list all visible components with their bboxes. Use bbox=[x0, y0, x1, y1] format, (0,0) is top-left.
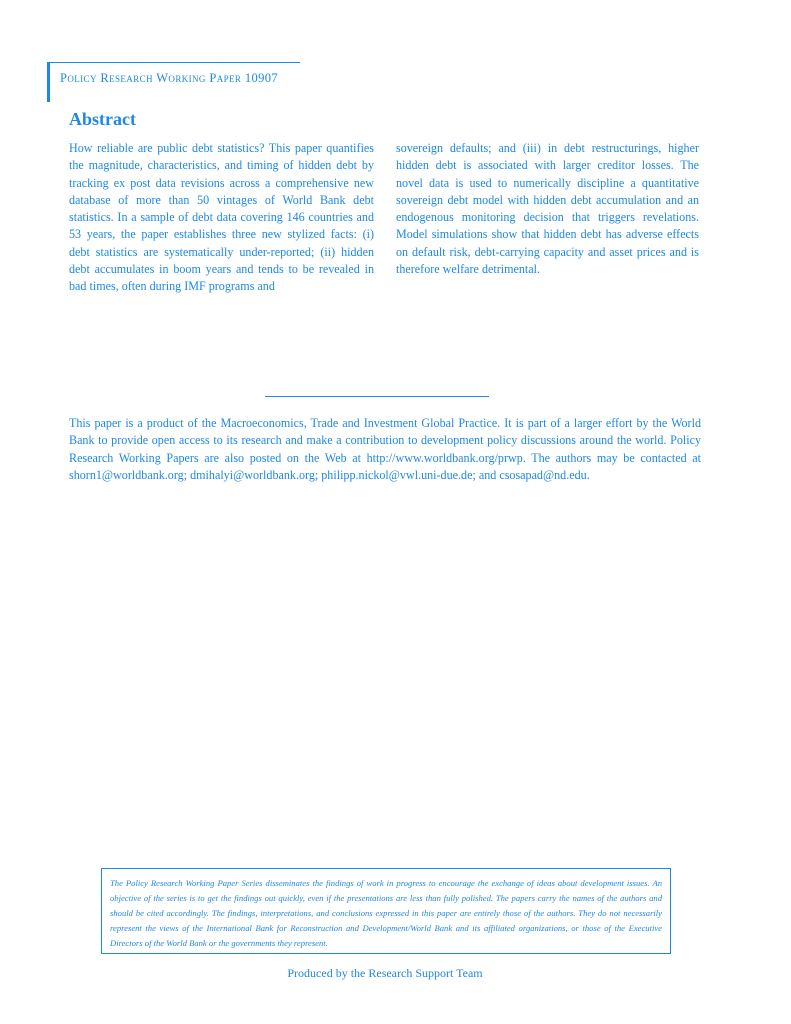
series-title: Policy Research Working Paper 10907 bbox=[60, 71, 279, 85]
abstract-column-left: How reliable are public debt statistics? This paper quantifies the magnitude, characteristics, and timing of hidden debt by tracking ex post data revisions across a comprehensive new database of more than 50 vintages of World Bank debt statistics. In a sample of debt data covering 146 countries and 53 years, the paper establishes three new stylized facts: (i) debt statistics are systematically under-reported; (ii) hidden debt accumulates in boom years and tends to be revealed in bad times, often during IMF programs and bbox=[69, 141, 374, 294]
series-header bbox=[47, 62, 300, 102]
disclaimer-box bbox=[101, 868, 671, 954]
abstract-heading: Abstract bbox=[69, 109, 136, 129]
produced-by-footer: Produced by the Research Support Team bbox=[287, 966, 483, 980]
disclaimer-text: The Policy Research Working Paper Series disseminates the findings of work in progress to encourage the exchange of ideas about development issues. An objective of the series is to get the findings out quickly, even if the presentations are less than fully polished. The papers carry the names of the authors and should be cited accordingly. The findings, interpretations, and conclusions expressed in this paper are entirely those of the authors. They do not necessarily represent the views of the International Bank for Reconstruction and Development/World Bank and its affiliated organizations, or those of the Executive Directors of the World Bank or the governments they represent. bbox=[110, 878, 662, 949]
abstract-column-right: sovereign defaults; and (iii) in debt restructurings, higher hidden debt is associated with larger creditor losses. The novel data is used to numerically discipline a quantitative sovereign debt model with hidden debt accumulation and an endogenous monitoring decision that triggers revelations. Model simulations show that hidden debt has adverse effects on default risk, debt-carrying capacity and asset prices and is therefore welfare detrimental. bbox=[396, 141, 699, 277]
section-divider bbox=[265, 396, 489, 397]
product-note: This paper is a product of the Macroeconomics, Trade and Investment Global Practice. It is part of a larger effort by the World Bank to provide open access to its research and make a contribution to development policy discussions around the world. Policy Research Working Papers are also posted on the Web at http://www.worldbank.org/prwp. The authors may be contacted at shorn1@worldbank.org; dmihalyi@worldbank.org; philipp.nickol@vwl.uni-due.de; and csosapad@nd.edu. bbox=[69, 416, 701, 482]
